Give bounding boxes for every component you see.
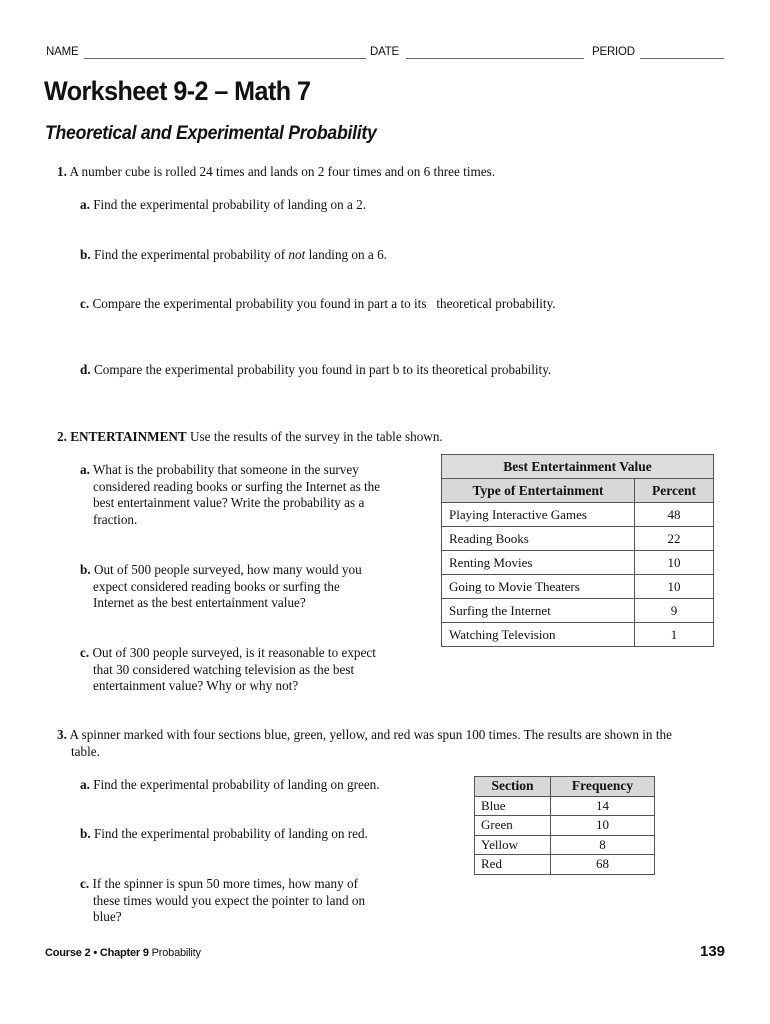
percent-value: 22: [635, 527, 714, 551]
table-row: [442, 623, 714, 647]
name-field[interactable]: [84, 58, 366, 59]
part-text: fraction.: [93, 511, 138, 527]
section-name: Green: [475, 816, 551, 836]
worksheet-title: Worksheet 9-2 – Math 7: [44, 76, 311, 106]
question-number: 1.: [57, 164, 67, 179]
entertainment-type: Playing Interactive Games: [442, 503, 635, 527]
part-text: considered reading books or surfing the Internet as the: [93, 478, 381, 494]
part-text: Out of 500 people surveyed, how many would you: [93, 562, 362, 577]
spinner-frequency-table: [474, 776, 655, 875]
worksheet-subtitle: Theoretical and Experimental Probability: [45, 123, 377, 144]
question-number: 2.: [57, 429, 67, 444]
part-text: Find the experimental probability of landing on a 2.: [93, 197, 367, 212]
footer-course-info: [45, 947, 201, 959]
part-label: b.: [80, 247, 91, 262]
part-text: What is the probability that someone in the survey: [92, 462, 359, 477]
entertainment-type: Reading Books: [442, 527, 635, 551]
part-label: a.: [80, 777, 90, 792]
part-label: b.: [80, 562, 91, 577]
question-number: 3.: [57, 727, 67, 742]
question-1d: [80, 362, 551, 379]
entertainment-type: Surfing the Internet: [442, 599, 635, 623]
frequency-value: 10: [551, 816, 655, 836]
column-header: Percent: [635, 479, 714, 503]
part-text: entertainment value? Why or why not?: [93, 678, 299, 693]
percent-value: 10: [635, 575, 714, 599]
question-text: Use the results of the survey in the table shown.: [190, 429, 443, 444]
part-text: that 30 considered watching television as the best: [93, 661, 355, 677]
column-header: Frequency: [551, 777, 655, 797]
student-info-header: [46, 46, 724, 62]
column-header: Type of Entertainment: [442, 479, 635, 503]
part-text: expect considered reading books or surfing the: [93, 578, 340, 594]
part-text-emphasis: not: [288, 247, 306, 262]
part-text: Find the experimental probability of landing on red.: [93, 826, 368, 841]
part-text: Find the experimental probability of landing on green.: [93, 777, 380, 792]
percent-value: 10: [635, 551, 714, 575]
question-2b: [80, 562, 362, 612]
date-field[interactable]: [406, 58, 584, 59]
part-text: Find the experimental probability of: [93, 247, 289, 262]
part-label: b.: [80, 826, 91, 841]
question-text: table.: [71, 743, 100, 759]
part-text: Out of 300 people surveyed, is it reasonable to expect: [92, 645, 376, 660]
part-label: c.: [80, 876, 90, 891]
question-1: [57, 164, 495, 181]
question-2a: [80, 462, 380, 528]
section-name: Yellow: [475, 835, 551, 855]
question-3c: [80, 876, 365, 926]
table-row: [475, 816, 655, 836]
percent-value: 1: [635, 623, 714, 647]
part-text: Compare the experimental probability you found in part a to its theoretical probability.: [92, 296, 556, 311]
question-1c: [80, 296, 556, 313]
table-row: [442, 503, 714, 527]
table-row: [475, 855, 655, 875]
table-row: [442, 527, 714, 551]
page-number: 139: [700, 943, 726, 960]
period-field[interactable]: [640, 58, 724, 59]
entertainment-table: [441, 454, 714, 647]
part-text: best entertainment value? Write the probability as a: [93, 495, 365, 510]
table-caption: Best Entertainment Value: [442, 455, 714, 479]
entertainment-type: Renting Movies: [442, 551, 635, 575]
section-name: Blue: [475, 796, 551, 816]
name-label: NAME: [46, 46, 79, 58]
frequency-value: 8: [551, 835, 655, 855]
question-topic: ENTERTAINMENT: [70, 429, 187, 444]
question-1a: [80, 197, 366, 214]
part-text: Compare the experimental probability you found in part b to its theoretical probability.: [93, 362, 552, 377]
part-text: these times would you expect the pointer to land on: [93, 892, 366, 908]
question-3a: [80, 777, 380, 794]
period-label: PERIOD: [592, 46, 635, 58]
footer-topic: Probability: [151, 947, 201, 959]
part-text: landing on a 6.: [305, 247, 387, 262]
footer-course: Course 2 • Chapter 9: [45, 947, 149, 959]
frequency-value: 14: [551, 796, 655, 816]
frequency-value: 68: [551, 855, 655, 875]
part-label: a.: [80, 462, 90, 477]
question-3: [57, 727, 672, 760]
section-name: Red: [475, 855, 551, 875]
question-text: A number cube is rolled 24 times and lands on 2 four times and on 6 three times.: [69, 164, 496, 179]
date-label: DATE: [370, 46, 400, 58]
column-header: Section: [475, 777, 551, 797]
entertainment-type: Watching Television: [442, 623, 635, 647]
part-label: d.: [80, 362, 91, 377]
entertainment-type: Going to Movie Theaters: [442, 575, 635, 599]
table-row: [442, 599, 714, 623]
table-row: [442, 575, 714, 599]
table-row: [442, 551, 714, 575]
part-label: c.: [80, 645, 90, 660]
table-row: [475, 796, 655, 816]
question-3b: [80, 826, 368, 843]
question-text: A spinner marked with four sections blue, green, yellow, and red was spun 100 times. The results are shown in the: [69, 727, 672, 742]
question-2c: [80, 645, 376, 695]
question-1b: [80, 247, 387, 264]
part-label: c.: [80, 296, 90, 311]
part-text: If the spinner is spun 50 more times, how many of: [92, 876, 358, 891]
table-row: [475, 835, 655, 855]
question-2: [57, 429, 443, 446]
percent-value: 48: [635, 503, 714, 527]
part-text: blue?: [93, 909, 122, 924]
percent-value: 9: [635, 599, 714, 623]
part-text: Internet as the best entertainment value?: [93, 595, 306, 610]
part-label: a.: [80, 197, 90, 212]
